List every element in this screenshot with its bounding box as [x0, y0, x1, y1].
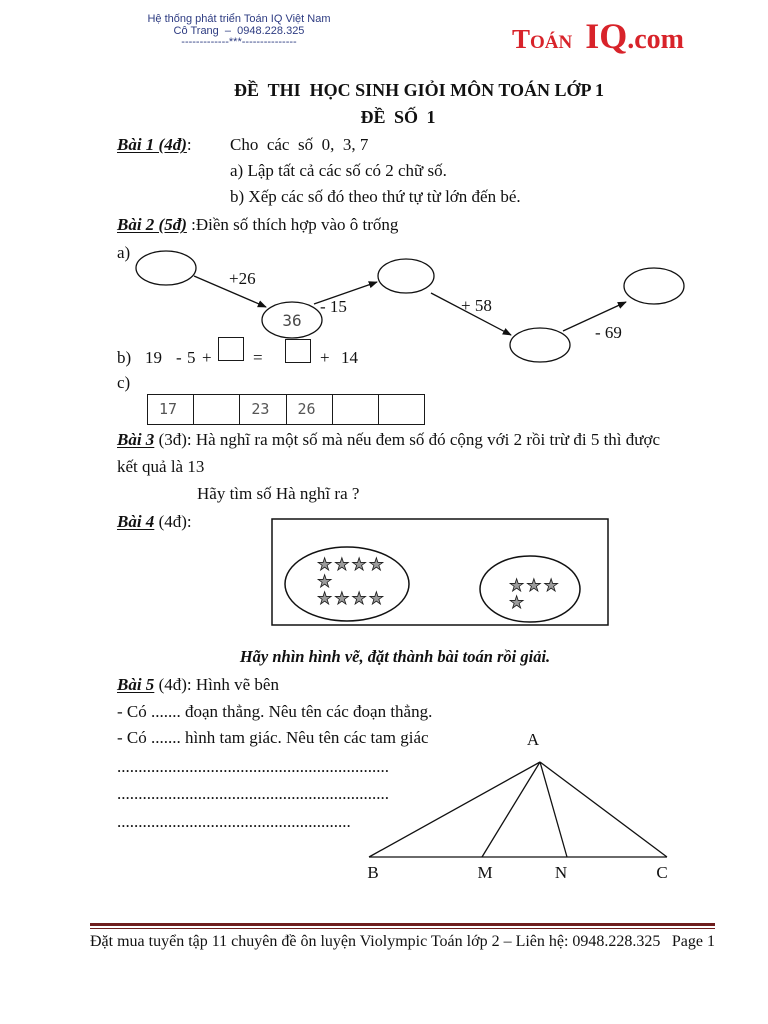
bai3-question: Hãy tìm số Hà nghĩ ra ?	[197, 484, 360, 503]
equation-plus-2: +	[320, 348, 330, 367]
star-icon: ★	[317, 572, 335, 592]
blank-oval-3	[510, 328, 570, 362]
bai4-text: (4đ):	[154, 512, 192, 531]
star-icon: ★	[351, 589, 369, 609]
bai1-prompt: Cho các số 0, 3, 7	[230, 135, 369, 154]
equation-term-2: 5	[187, 348, 196, 367]
triangle-figure	[369, 762, 667, 857]
bai1-heading	[117, 134, 192, 156]
logo-word: Toán	[512, 24, 573, 54]
bai5-question-2: - Có ....... hình tam giác. Nêu tên các tam giác	[117, 728, 429, 747]
star-group-left	[317, 557, 386, 608]
operation-label-3: + 58	[461, 296, 492, 315]
answer-box-1	[218, 337, 244, 361]
blank-oval-4	[624, 268, 684, 304]
bai2-label: Bài 2 (5đ)	[117, 215, 187, 234]
sequence-table	[147, 394, 425, 425]
bai5-question-1: - Có ....... đoạn thẳng. Nêu tên các đoạn thẳng.	[117, 702, 433, 721]
sequence-cell: 26	[286, 395, 332, 424]
bai3-text: (3đ): Hà nghĩ ra một số mà nếu đem số đó cộng với 2 rồi trừ đi 5 thì được	[154, 430, 661, 449]
bai4-heading	[117, 511, 192, 533]
bai2-part-a-label: a)	[117, 243, 131, 262]
logo-iq: IQ	[585, 16, 628, 56]
footer-rule-thin	[90, 928, 715, 929]
bai5-text: (4đ): Hình vẽ bên	[154, 675, 279, 694]
bai2-part-b-label: b)	[117, 348, 132, 367]
bai4-instruction: Hãy nhìn hình vẽ, đặt thành bài toán rồi giải.	[239, 647, 551, 666]
page-title: ĐỀ THI HỌC SINH GIỎI MÔN TOÁN LỚP 1	[233, 80, 605, 100]
header-org: Hệ thống phát triển Toán IQ Việt Nam	[147, 13, 331, 25]
logo-domain: .com	[627, 24, 685, 55]
segment-ac	[540, 762, 667, 857]
bai2-prompt: :Điền số thích hợp vào ô trống	[186, 215, 399, 234]
bai1-label: Bài 1 (4đ)	[117, 135, 187, 154]
star-icon: ★	[334, 589, 352, 609]
page-subtitle: ĐỀ SỐ 1	[360, 107, 436, 127]
header-divider: -------------***---------------	[181, 36, 297, 48]
point-label-b: B	[367, 863, 379, 882]
answer-line-1: ................................................................	[117, 757, 389, 776]
page-number: Page 1	[671, 933, 715, 950]
point-label-a: A	[526, 730, 540, 749]
bai3-label: Bài 3	[117, 430, 155, 449]
star-icon: ★	[526, 576, 544, 596]
operation-label-1: +26	[229, 269, 256, 288]
answer-line-3: .......................................................	[117, 812, 351, 831]
bai5-label: Bài 5	[117, 675, 155, 694]
header-contact: Cô Trang – 0948.228.325	[173, 25, 305, 37]
star-icon: ★	[334, 555, 352, 575]
equation-equals: =	[253, 348, 263, 367]
footer-rule-thick	[90, 923, 715, 926]
bai3-heading	[117, 429, 660, 451]
sequence-cell: 17	[159, 400, 178, 418]
equation-term-3: 14	[341, 348, 358, 367]
brand-logo	[512, 18, 684, 54]
star-icon: ★	[509, 576, 527, 596]
equation-plus-1: +	[202, 348, 212, 367]
star-icon: ★	[368, 589, 386, 609]
star-group-right	[509, 578, 561, 612]
footer-text: Đặt mua tuyển tập 11 chuyên đề ôn luyện Violympic Toán lớp 2 – Liên hệ: 0948.228.325	[90, 933, 661, 950]
star-row	[509, 595, 561, 612]
point-label-n: N	[554, 863, 568, 882]
bai2-heading	[117, 214, 398, 236]
segment-an	[540, 762, 567, 857]
sequence-cell	[378, 395, 424, 424]
bai1-part-b: b) Xếp các số đó theo thứ tự từ lớn đến bé.	[230, 187, 521, 206]
star-row	[317, 591, 386, 608]
blank-oval-2	[378, 259, 434, 293]
star-icon: ★	[368, 555, 386, 575]
bai1-colon: :	[186, 135, 192, 154]
star-icon: ★	[317, 589, 335, 609]
sequence-cell	[193, 395, 239, 424]
operation-label-4: - 69	[595, 323, 622, 342]
page-footer	[90, 933, 715, 951]
answer-box-2	[285, 339, 311, 363]
blank-oval-1	[136, 251, 196, 285]
equation-term-1: 19	[145, 348, 162, 367]
star-icon: ★	[317, 555, 335, 575]
point-label-c: C	[656, 863, 668, 882]
bai4-label: Bài 4	[117, 512, 155, 531]
bai2-part-c-label: c)	[117, 373, 131, 392]
bai5-heading	[117, 674, 279, 696]
star-icon: ★	[351, 555, 369, 575]
answer-line-2: ................................................................	[117, 784, 389, 803]
bai3-text-cont: kết quả là 13	[117, 457, 205, 476]
segment-ab	[369, 762, 540, 857]
segment-am	[482, 762, 540, 857]
equation-minus: -	[176, 348, 182, 367]
sequence-cell: 23	[239, 395, 285, 424]
operation-label-2: - 15	[320, 297, 347, 316]
star-icon: ★	[543, 576, 561, 596]
bai1-part-a: a) Lập tất cả các số có 2 chữ số.	[230, 161, 447, 180]
point-label-m: M	[477, 863, 493, 882]
sequence-cell	[332, 395, 378, 424]
star-icon: ★	[509, 593, 527, 613]
given-value: 36	[282, 311, 302, 330]
